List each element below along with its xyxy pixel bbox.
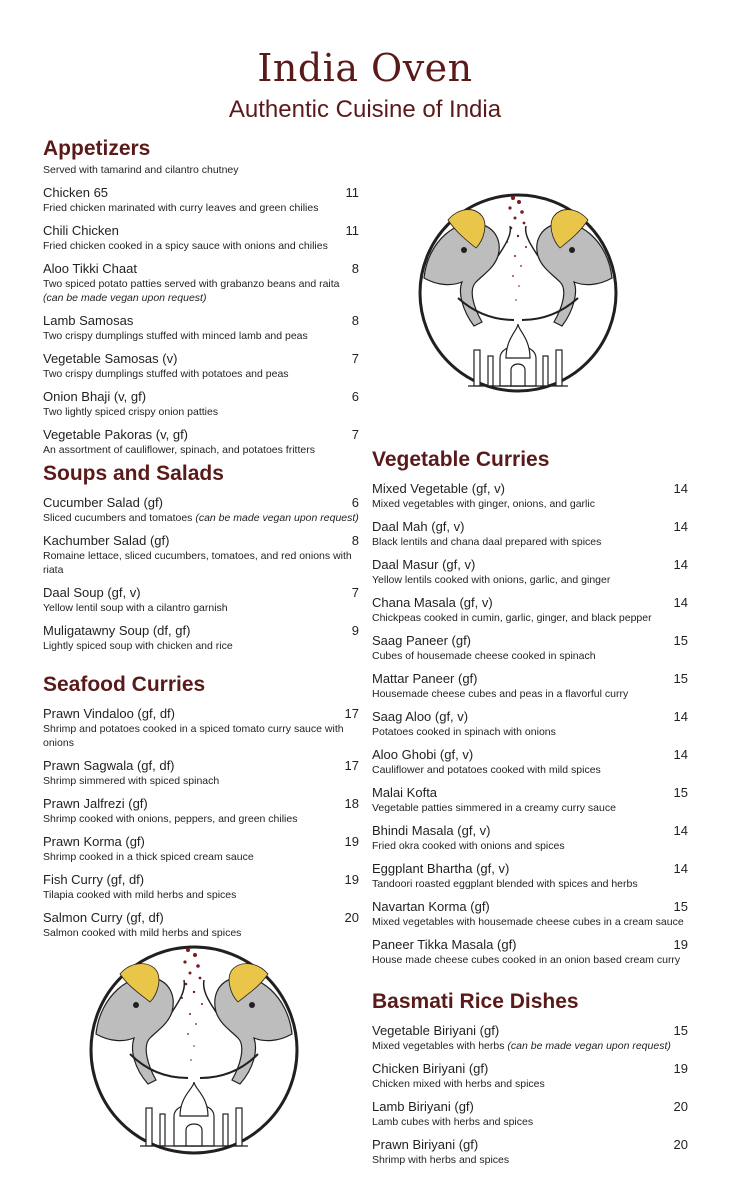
menu-item (372, 823, 688, 853)
menu-item-price: 11 (345, 185, 359, 200)
menu-item-description (372, 573, 688, 587)
menu-item-description (372, 611, 688, 625)
menu-item (43, 834, 359, 864)
menu-item-name: Prawn Jalfrezi (gf) (43, 796, 148, 811)
appetizers-section (43, 136, 359, 457)
menu-item-name: Chicken 65 (43, 185, 109, 200)
menu-item-header (372, 899, 688, 915)
menu-item (43, 495, 359, 525)
menu-item (372, 1099, 688, 1129)
menu-item-name: Lamb Samosas (43, 313, 134, 328)
menu-item-description (43, 639, 359, 653)
menu-item-desc-text: Mixed vegetables with housemade cheese cubes in a cream sauce (372, 916, 684, 928)
menu-item-header (372, 557, 688, 573)
menu-item-description (43, 601, 359, 615)
menu-item-note: (can be made vegan upon request) (507, 1040, 671, 1052)
menu-item (43, 758, 359, 788)
menu-item-header (372, 709, 688, 725)
menu-item-name: Chana Masala (gf, v) (372, 595, 493, 610)
menu-item-price: 17 (344, 706, 359, 721)
menu-item-description (372, 801, 688, 815)
menu-item (43, 389, 359, 419)
menu-item-description (43, 405, 359, 419)
menu-item-name: Prawn Vindaloo (gf, df) (43, 706, 175, 721)
menu-item-desc-text: Shrimp cooked with onions, peppers, and green chilies (43, 813, 298, 825)
menu-item-description (43, 367, 359, 381)
menu-item-description (372, 1039, 688, 1053)
menu-item-desc-text: Housemade cheese cubes and peas in a flavorful curry (372, 688, 629, 700)
menu-item-name: Mixed Vegetable (gf, v) (372, 481, 505, 496)
menu-item-desc-text: Two crispy dumplings stuffed with minced lamb and peas (43, 330, 308, 342)
menu-item-price: 7 (351, 427, 359, 442)
menu-item-name: Cucumber Salad (gf) (43, 495, 163, 510)
menu-item-desc-text: Potatoes cooked in spinach with onions (372, 726, 556, 738)
menu-item-description (372, 649, 688, 663)
menu-item-name: Navartan Korma (gf) (372, 899, 490, 914)
menu-list (43, 495, 359, 653)
menu-item-price: 8 (351, 313, 359, 328)
menu-item-header (372, 747, 688, 763)
right-elephant (522, 210, 612, 326)
menu-item-header (43, 758, 359, 774)
menu-item-name: Daal Soup (gf, v) (43, 585, 141, 600)
menu-item-name: Saag Aloo (gf, v) (372, 709, 469, 724)
taj-mahal (140, 1082, 248, 1146)
taj-mahal (468, 324, 568, 386)
menu-item-price: 20 (344, 910, 359, 925)
menu-item (43, 706, 359, 750)
menu-item (43, 910, 359, 940)
menu-item-description (372, 687, 688, 701)
menu-item-price: 8 (351, 261, 359, 276)
menu-item-price: 14 (673, 709, 688, 724)
menu-item (372, 861, 688, 891)
menu-item-name: Fish Curry (gf, df) (43, 872, 145, 887)
menu-item (372, 937, 688, 967)
menu-item-desc-text: An assortment of cauliflower, spinach, and potatoes fritters (43, 444, 315, 456)
menu-item-description (372, 1115, 688, 1129)
menu-item-header (372, 1137, 688, 1153)
menu-item-description (372, 915, 688, 929)
menu-item-header (372, 937, 688, 953)
menu-item-header (43, 623, 359, 639)
menu-item-desc-text: Salmon cooked with mild herbs and spices (43, 927, 242, 939)
menu-item-price: 15 (673, 899, 688, 914)
menu-item (372, 1137, 688, 1167)
menu-item-description (43, 201, 359, 215)
right-elephant (200, 964, 292, 1084)
menu-item-name: Daal Masur (gf, v) (372, 557, 476, 572)
elephants-taj-mahal-icon (418, 190, 618, 395)
menu-item-header (43, 223, 359, 239)
section-title: Seafood Curries (43, 673, 206, 696)
menu-item-description (43, 850, 359, 864)
menu-item-name: Vegetable Biriyani (gf) (372, 1023, 500, 1038)
menu-item-price: 15 (673, 785, 688, 800)
section-title: Basmati Rice Dishes (372, 990, 579, 1013)
menu-item (43, 623, 359, 653)
menu-item-description (43, 443, 359, 457)
menu-item-name: Prawn Korma (gf) (43, 834, 145, 849)
menu-item-desc-text: Chickpeas cooked in cumin, garlic, ginger, and black pepper (372, 612, 652, 624)
restaurant-subtitle: Authentic Cuisine of India (228, 96, 502, 123)
menu-item-price: 14 (673, 481, 688, 496)
menu-item-name: Saag Paneer (gf) (372, 633, 472, 648)
menu-item-price: 8 (351, 533, 359, 548)
menu-item-desc-text: Fried chicken cooked in a spicy sauce with onions and chilies (43, 240, 328, 252)
petal-shower (506, 196, 527, 301)
elephants-taj-mahal-icon (88, 942, 300, 1157)
left-elephant (424, 210, 514, 326)
menu-item-header (372, 481, 688, 497)
menu-item (43, 533, 359, 577)
menu-item-description (43, 812, 359, 826)
menu-item-name: Bhindi Masala (gf, v) (372, 823, 491, 838)
menu-item-name: Onion Bhaji (v, gf) (43, 389, 147, 404)
menu-item-desc-text: Chicken mixed with herbs and spices (372, 1078, 545, 1090)
menu-item (372, 481, 688, 511)
menu-item-header (43, 585, 359, 601)
menu-item-price: 14 (673, 747, 688, 762)
menu-item-price: 19 (673, 1061, 688, 1076)
menu-item-description (43, 926, 359, 940)
menu-item-name: Muligatawny Soup (df, gf) (43, 623, 191, 638)
menu-item-name: Malai Kofta (372, 785, 438, 800)
menu-item-desc-text: Black lentils and chana daal prepared with spices (372, 536, 602, 548)
menu-item (43, 796, 359, 826)
menu-item-header (372, 1099, 688, 1115)
menu-item-note: (can be made vegan upon request) (195, 512, 359, 524)
menu-item-price: 14 (673, 557, 688, 572)
menu-item-description (372, 763, 688, 777)
menu-item (43, 185, 359, 215)
menu-item-price: 15 (673, 671, 688, 686)
menu-list (43, 185, 359, 457)
menu-item-description (372, 535, 688, 549)
menu-item-desc-text: Tilapia cooked with mild herbs and spices (43, 889, 237, 901)
menu-item-desc-text: Mixed vegetables with herbs (372, 1040, 505, 1052)
petal-shower (181, 948, 203, 1061)
menu-item-name: Daal Mah (gf, v) (372, 519, 465, 534)
section-title: Appetizers (43, 137, 151, 160)
menu-item-header (43, 910, 359, 926)
menu-item-header (372, 1023, 688, 1039)
menu-item-header (43, 495, 359, 511)
menu-item-desc-text: House made cheese cubes cooked in an onion based cream curry (372, 954, 681, 966)
menu-list (372, 481, 688, 967)
menu-item-desc-text: Two spiced potato patties served with grabanzo beans and raita (43, 278, 340, 290)
menu-item-header (372, 1061, 688, 1077)
menu-item-desc-text: Fried chicken marinated with curry leaves and green chilies (43, 202, 319, 214)
menu-item-name: Aloo Ghobi (gf, v) (372, 747, 474, 762)
menu-item-header (372, 785, 688, 801)
left-elephant (96, 964, 188, 1084)
menu-item-header (43, 351, 359, 367)
menu-item-desc-text: Shrimp cooked in a thick spiced cream sauce (43, 851, 254, 863)
menu-item-name: Kachumber Salad (gf) (43, 533, 170, 548)
menu-item (43, 313, 359, 343)
menu-item-price: 15 (673, 633, 688, 648)
menu-item-header (372, 595, 688, 611)
menu-item-description (372, 953, 688, 967)
menu-item-header (43, 533, 359, 549)
menu-item-price: 20 (673, 1137, 688, 1152)
menu-item-price: 11 (345, 223, 359, 238)
menu-item-description (43, 511, 359, 525)
menu-item (43, 223, 359, 253)
menu-item (372, 595, 688, 625)
seafood-section (43, 672, 359, 940)
menu-item-desc-text: Shrimp and potatoes cooked in a spiced tomato curry sauce with onions (43, 723, 344, 749)
menu-item-name: Aloo Tikki Chaat (43, 261, 137, 276)
menu-item-description (372, 497, 688, 511)
menu-item-header (43, 185, 359, 201)
menu-item-name: Prawn Sagwala (gf, df) (43, 758, 175, 773)
menu-item (372, 747, 688, 777)
soups-salads-section (43, 461, 359, 653)
menu-item (43, 427, 359, 457)
menu-item-price: 17 (344, 758, 359, 773)
menu-item-description (43, 888, 359, 902)
menu-item-name: Lamb Biriyani (gf) (372, 1099, 474, 1114)
menu-item-header (43, 872, 359, 888)
menu-item-desc-text: Sliced cucumbers and tomatoes (43, 512, 193, 524)
menu-item-name: Mattar Paneer (gf) (372, 671, 478, 686)
menu-item-description (372, 877, 688, 891)
menu-item-price: 20 (673, 1099, 688, 1114)
menu-item-description (372, 839, 688, 853)
menu-item-description (43, 239, 359, 253)
menu-item (372, 671, 688, 701)
menu-item-name: Vegetable Pakoras (v, gf) (43, 427, 189, 442)
menu-item-name: Eggplant Bhartha (gf, v) (372, 861, 510, 876)
menu-item-header (43, 796, 359, 812)
menu-item-desc-text: Romaine lettace, sliced cucumbers, tomatoes, and red onions with riata (43, 550, 352, 576)
menu-item-price: 6 (351, 389, 359, 404)
menu-item-desc-text: Vegetable patties simmered in a creamy curry sauce (372, 802, 616, 814)
menu-item-price: 14 (673, 595, 688, 610)
menu-item-name: Vegetable Samosas (v) (43, 351, 178, 366)
menu-item (372, 557, 688, 587)
menu-item-price: 19 (673, 937, 688, 952)
menu-item-name: Chili Chicken (43, 223, 119, 238)
menu-item-desc-text: Two crispy dumplings stuffed with potatoes and peas (43, 368, 289, 380)
menu-item-header (372, 823, 688, 839)
menu-list (43, 706, 359, 940)
menu-item-description (372, 1077, 688, 1091)
menu-item-description (43, 722, 359, 750)
menu-item-desc-text: Two lightly spiced crispy onion patties (43, 406, 219, 418)
menu-item-price: 18 (344, 796, 359, 811)
menu-item-price: 7 (351, 585, 359, 600)
menu-item-name: Paneer Tikka Masala (gf) (372, 937, 517, 952)
menu-item-header (372, 519, 688, 535)
menu-item-header (43, 706, 359, 722)
menu-item-price: 19 (344, 872, 359, 887)
menu-item-header (43, 313, 359, 329)
menu-item-price: 7 (351, 351, 359, 366)
menu-item-price: 14 (673, 823, 688, 838)
menu-item-price: 15 (673, 1023, 688, 1038)
menu-item-header (43, 427, 359, 443)
menu-item-description (372, 725, 688, 739)
menu-item (43, 872, 359, 902)
menu-item (372, 899, 688, 929)
menu-item (43, 351, 359, 381)
restaurant-title: India Oven (257, 46, 473, 90)
menu-item-name: Salmon Curry (gf, df) (43, 910, 164, 925)
menu-item-price: 9 (351, 623, 359, 638)
rice-section (372, 989, 688, 1167)
menu-item-desc-text: Mixed vegetables with ginger, onions, and garlic (372, 498, 595, 510)
menu-item-price: 14 (673, 861, 688, 876)
menu-item-desc-text: Fried okra cooked with onions and spices (372, 840, 565, 852)
menu-item-desc-text: Lamb cubes with herbs and spices (372, 1116, 534, 1128)
section-title: Soups and Salads (43, 462, 224, 485)
menu-item-header (372, 633, 688, 649)
menu-item (372, 1023, 688, 1053)
menu-item (372, 709, 688, 739)
menu-item-desc-text: Yellow lentil soup with a cilantro garnish (43, 602, 228, 614)
menu-item-description (43, 549, 359, 577)
menu-item-header (43, 389, 359, 405)
menu-item (372, 633, 688, 663)
menu-item (372, 1061, 688, 1091)
menu-item (43, 261, 359, 305)
menu-item-name: Prawn Biriyani (gf) (372, 1137, 479, 1152)
section-note: Served with tamarind and cilantro chutney (43, 164, 239, 176)
menu-item (372, 785, 688, 815)
menu-item-desc-text: Shrimp simmered with spiced spinach (43, 775, 220, 787)
menu-item-price: 19 (344, 834, 359, 849)
menu-item-desc-text: Yellow lentils cooked with onions, garlic, and ginger (372, 574, 611, 586)
section-title: Vegetable Curries (372, 448, 550, 471)
menu-item-name: Chicken Biriyani (gf) (372, 1061, 489, 1076)
menu-item-description (43, 277, 359, 305)
menu-item-note: (can be made vegan upon request) (43, 292, 207, 304)
menu-item-description (43, 774, 359, 788)
menu-item-desc-text: Shrimp with herbs and spices (372, 1154, 510, 1166)
menu-item-header (372, 671, 688, 687)
menu-item-desc-text: Cubes of housemade cheese cooked in spinach (372, 650, 596, 662)
menu-item-description (43, 329, 359, 343)
menu-item-price: 6 (351, 495, 359, 510)
menu-item-desc-text: Tandoori roasted eggplant blended with spices and herbs (372, 878, 638, 890)
menu-item-header (43, 834, 359, 850)
menu-item (372, 519, 688, 549)
menu-list (372, 1023, 688, 1167)
menu-item-price: 14 (673, 519, 688, 534)
menu-item (43, 585, 359, 615)
menu-item-header (43, 261, 359, 277)
menu-item-desc-text: Lightly spiced soup with chicken and rice (43, 640, 233, 652)
menu-item-description (372, 1153, 688, 1167)
menu-item-desc-text: Cauliflower and potatoes cooked with mild spices (372, 764, 601, 776)
vegetable-curries-section (372, 447, 688, 967)
menu-item-header (372, 861, 688, 877)
